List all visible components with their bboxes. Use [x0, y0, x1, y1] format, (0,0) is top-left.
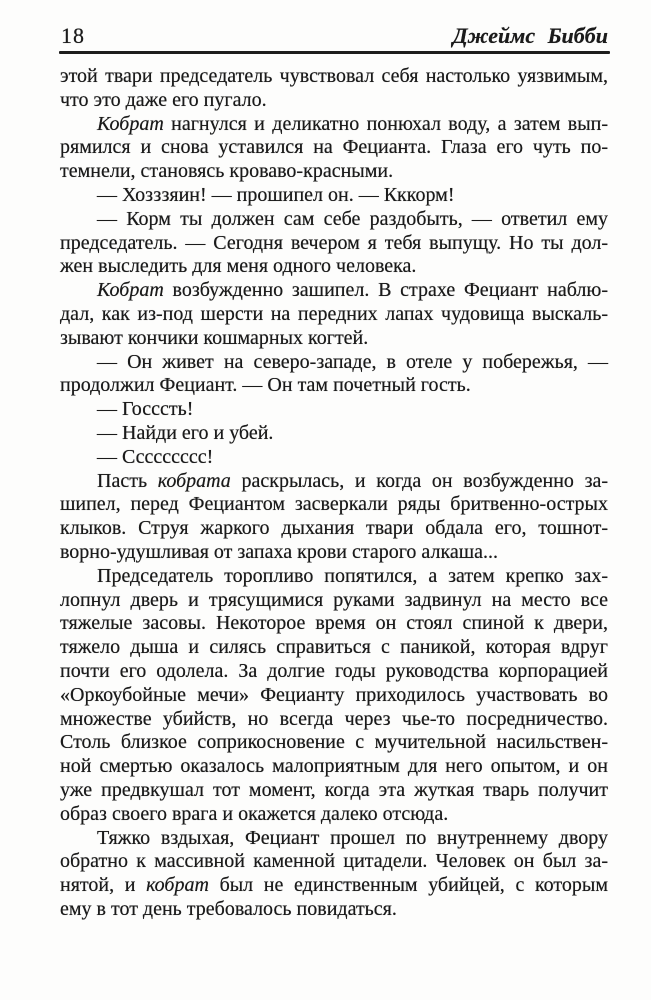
- page-header: [0, 0, 651, 47]
- plain-text: обратно к массивной каменной цитадели. Человек он был за-: [60, 850, 608, 873]
- plain-text: рямился и снова уставился на Фецианта. Глаза его чуть по-: [60, 136, 608, 159]
- plain-text: уже предвкушал тот момент, когда эта жуткая тварь получит: [60, 778, 608, 801]
- plain-text: зывают кончики кошмарных когтей.: [60, 326, 369, 349]
- italic-text: кобрата: [157, 469, 231, 492]
- plain-text: жен выследить для меня одного человека.: [60, 255, 417, 278]
- header-rule: [59, 51, 610, 54]
- text-line: [60, 708, 608, 732]
- plain-text: дал, как из-под шерсти на передних лапах чудовища выскаль-: [60, 302, 608, 325]
- running-title-author: Джеймс Бибби: [452, 23, 608, 48]
- plain-text: ной смертью оказалось малоприятным для него опытом, и он: [60, 755, 608, 778]
- text-line: [60, 232, 608, 256]
- text-line: [60, 850, 608, 874]
- plain-text: — Он живет на северо-западе, в отеле у побережья, —: [97, 350, 608, 373]
- text-line: [60, 779, 608, 803]
- plain-text: ворно-удушливая от запаха крови старого алкаша...: [60, 540, 499, 563]
- text-line: [60, 470, 608, 494]
- text-line: [60, 160, 608, 184]
- text-line: [60, 374, 608, 398]
- text-line: [60, 755, 608, 779]
- body-text: [60, 65, 608, 922]
- plain-text: множестве убийств, но всегда через чье-то посредничество.: [60, 707, 608, 730]
- text-line: [60, 565, 608, 589]
- plain-text: клыков. Струя жаркого дыхания твари обдала его, тошнот-: [60, 517, 608, 540]
- text-line: [60, 113, 608, 137]
- text-line: [60, 493, 608, 517]
- plain-text: — Госссть!: [97, 398, 194, 421]
- text-line: [60, 660, 608, 684]
- text-line: [60, 136, 608, 160]
- text-line: [60, 279, 608, 303]
- plain-text: — Ссссссссс!: [97, 445, 214, 468]
- plain-text: Тяжко вздыхая, Фециант прошел по внутреннему двору: [97, 826, 608, 849]
- plain-text: «Оркоубойные мечи» Фецианту приходилось участвовать во: [60, 683, 608, 706]
- plain-text: продолжил Фециант. — Он там почетный гость.: [60, 374, 471, 397]
- text-line: [60, 208, 608, 232]
- text-line: [60, 422, 608, 446]
- plain-text: этой твари председатель чувствовал себя настолько уязвимым,: [60, 65, 608, 87]
- plain-text: Председатель торопливо попятился, а затем крепко зах-: [97, 564, 608, 587]
- text-line: [60, 541, 608, 565]
- text-line: [60, 684, 608, 708]
- text-line: [60, 89, 608, 113]
- text-line: [60, 446, 608, 470]
- plain-text: шипел, перед Фециантом засверкали ряды бритвенно-острых: [60, 493, 608, 516]
- text-line: [60, 612, 608, 636]
- plain-text: нагнулся и деликатно понюхал воду, а затем вып-: [163, 112, 608, 135]
- plain-text: тяжело дыша и силясь справиться с паникой, которая вдруг: [60, 636, 608, 659]
- italic-text: Кобрат: [97, 112, 164, 135]
- text-line: [60, 303, 608, 327]
- plain-text: — Хозззяин! — прошипел он. — Кккорм!: [97, 183, 455, 206]
- text-line: [60, 898, 608, 922]
- plain-text: лопнул дверь и трясущимися руками задвинул на место все: [60, 588, 608, 611]
- plain-text: раскрылась, и когда он возбужденно за-: [230, 469, 609, 492]
- italic-text: Кобрат: [97, 279, 164, 302]
- text-line: [60, 65, 608, 89]
- text-line: [60, 636, 608, 660]
- plain-text: ему в тот день требовалось повидаться.: [60, 897, 397, 920]
- italic-text: кобрат: [146, 874, 209, 897]
- plain-text: — Корм ты должен сам себе раздобыть, — ответил ему: [97, 207, 608, 230]
- text-line: [60, 517, 608, 541]
- plain-text: почти его одолела. За долгие годы руководства корпорацией: [60, 659, 608, 682]
- plain-text: Пасть: [97, 469, 158, 492]
- plain-text: образ своего врага и окажется далеко отсюда.: [60, 802, 449, 825]
- plain-text: темнели, становясь кроваво-красными.: [60, 160, 394, 183]
- text-line: [60, 731, 608, 755]
- text-line: [60, 184, 608, 208]
- plain-text: возбужденно зашипел. В страхе Фециант наблю-: [163, 279, 608, 302]
- text-line: [60, 255, 608, 279]
- text-line: [60, 803, 608, 827]
- text-line: [60, 351, 608, 375]
- plain-text: тяжелые засовы. Некоторое время он стоял спиной к двери,: [60, 612, 608, 635]
- plain-text: нятой, и: [60, 874, 147, 897]
- page-number: 18: [61, 23, 85, 48]
- plain-text: что это даже его пугало.: [60, 88, 267, 111]
- text-line: [60, 327, 608, 351]
- plain-text: был не единственным убийцей, с которым: [208, 874, 608, 897]
- plain-text: Столь близкое соприкосновение с мучительной насильствен-: [60, 731, 608, 754]
- text-line: [60, 874, 608, 898]
- plain-text: — Найди его и убей.: [97, 421, 274, 444]
- text-line: [60, 398, 608, 422]
- text-line: [60, 827, 608, 851]
- plain-text: председатель. — Сегодня вечером я тебя выпущу. Но ты дол-: [60, 231, 608, 254]
- text-line: [60, 589, 608, 613]
